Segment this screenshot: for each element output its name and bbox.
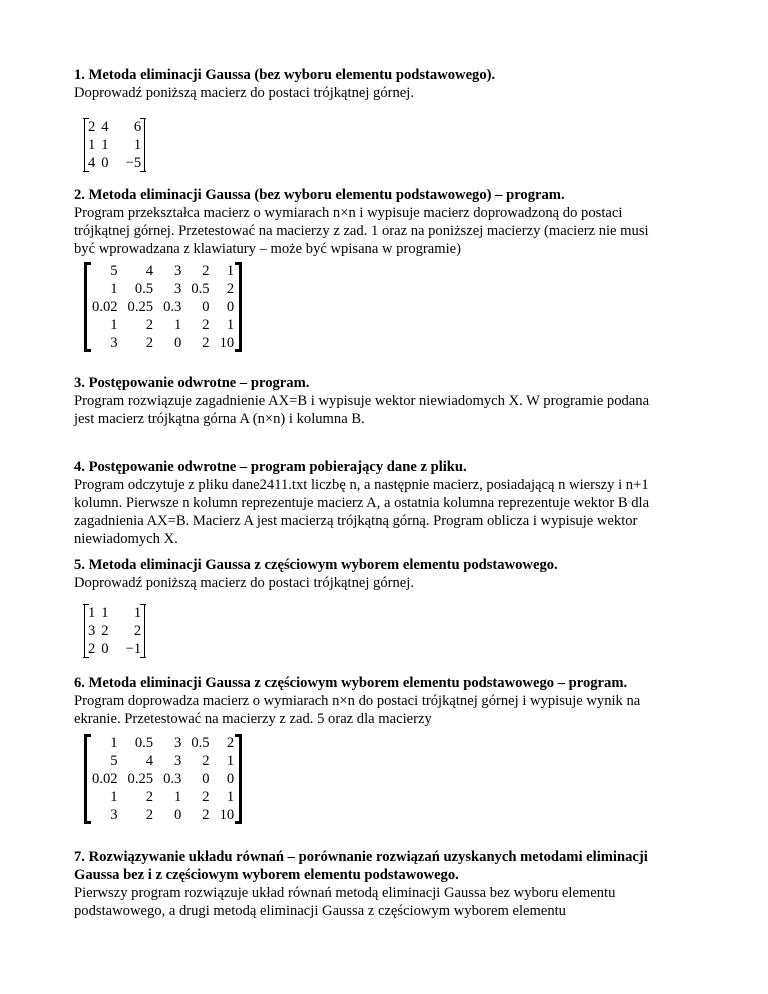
matrix-cell: 1 bbox=[226, 263, 235, 279]
matrix-cell: 5 bbox=[110, 753, 118, 769]
matrix-cell: 1 bbox=[101, 605, 109, 621]
matrix-cell: 2 bbox=[202, 317, 210, 333]
section-3 bbox=[74, 374, 694, 428]
matrix-cell: 4 bbox=[101, 119, 109, 135]
matrix-cell: 0 bbox=[226, 771, 235, 787]
matrix-cell: 2 bbox=[226, 281, 235, 297]
matrix-cell: 1 bbox=[226, 753, 235, 769]
matrix-cell: 0 bbox=[174, 807, 182, 823]
section-text: Doprowadź poniższą macierz do postaci trójkątnej górnej. bbox=[74, 85, 414, 101]
section-1 bbox=[74, 66, 694, 102]
matrix-cell: 4 bbox=[88, 155, 96, 171]
matrix-cell: 3 bbox=[174, 735, 182, 751]
matrix-cell: 0 bbox=[202, 299, 210, 315]
matrix-cell: 0.5 bbox=[191, 735, 210, 751]
matrix-table bbox=[87, 734, 239, 824]
matrix-cell: 0 bbox=[101, 155, 109, 171]
matrix-cell: 1 bbox=[133, 137, 142, 153]
matrix-cell: 2 bbox=[202, 335, 210, 351]
section-text: być wprowadzana z klawiatury – może być wpisana w programie) bbox=[74, 241, 461, 257]
section-text: Pierwszy program rozwiązuje układ równań metodą eliminacji Gaussa bez wyboru elementu bbox=[74, 885, 616, 901]
matrix-cell: 0.25 bbox=[127, 299, 154, 315]
matrix-cell: 2 bbox=[202, 263, 210, 279]
matrix-cell: 0.5 bbox=[191, 281, 210, 297]
matrix-cell: 1 bbox=[110, 789, 118, 805]
matrix-table bbox=[85, 604, 144, 658]
matrix-cell: 2 bbox=[145, 789, 154, 805]
matrix-cell: 4 bbox=[145, 263, 154, 279]
matrix-cell: 3 bbox=[88, 623, 96, 639]
section-text: Program rozwiązuje zagadnienie AX=B i wypisuje wektor niewiadomych X. W programie podana bbox=[74, 393, 650, 409]
matrix-cell: 1 bbox=[88, 605, 96, 621]
section-text: niewiadomych X. bbox=[74, 531, 178, 547]
section-text: Program doprowadza macierz o wymiarach n×n do postaci trójkątnej górnej i wypisuje wynik na bbox=[74, 693, 641, 709]
matrix-cell: 2 bbox=[133, 623, 142, 639]
section-title: 6. Metoda eliminacji Gaussa z częściowym wyborem elementu podstawowego – program. bbox=[74, 675, 628, 691]
matrix-cell: 2 bbox=[202, 753, 210, 769]
matrix-cell: 1 bbox=[88, 137, 96, 153]
section-title: 3. Postępowanie odwrotne – program. bbox=[74, 375, 310, 391]
matrix-cell: 2 bbox=[145, 807, 154, 823]
section-text: jest macierz trójkątna górna A (n×n) i kolumna B. bbox=[74, 411, 365, 427]
section-title: 4. Postępowanie odwrotne – program pobierający dane z pliku. bbox=[74, 459, 467, 475]
matrix-cell: 0 bbox=[101, 641, 109, 657]
matrix-cell: 3 bbox=[174, 263, 182, 279]
matrix-cell: 2 bbox=[88, 641, 96, 657]
section-5 bbox=[74, 556, 694, 592]
section-text: Program odczytuje z pliku dane2411.txt liczbę n, a następnie macierz, posiadającą n wierszy i n+1 bbox=[74, 477, 649, 493]
matrix-cell: −1 bbox=[125, 641, 142, 657]
section-2 bbox=[74, 186, 694, 258]
matrix-cell: −5 bbox=[125, 155, 142, 171]
matrix-cell: 2 bbox=[145, 335, 154, 351]
matrix-cell: 1 bbox=[226, 317, 235, 333]
matrix-cell: 0 bbox=[226, 299, 235, 315]
matrix-cell: 3 bbox=[110, 807, 118, 823]
matrix-2 bbox=[84, 262, 242, 352]
matrix-cell: 1 bbox=[133, 605, 142, 621]
matrix-cell: 2 bbox=[88, 119, 96, 135]
section-7 bbox=[74, 848, 694, 920]
matrix-cell: 0 bbox=[202, 771, 210, 787]
matrix-5 bbox=[84, 604, 145, 658]
matrix-6 bbox=[84, 734, 242, 824]
matrix-cell: 2 bbox=[101, 623, 109, 639]
matrix-cell: 1 bbox=[101, 137, 109, 153]
matrix-cell: 0.02 bbox=[92, 299, 118, 315]
section-title: 2. Metoda eliminacji Gaussa (bez wyboru elementu podstawowego) – program. bbox=[74, 187, 565, 203]
matrix-cell: 3 bbox=[174, 281, 182, 297]
matrix-1 bbox=[84, 118, 145, 172]
matrix-cell: 2 bbox=[145, 317, 154, 333]
section-4 bbox=[74, 458, 694, 548]
section-title: 5. Metoda eliminacji Gaussa z częściowym wyborem elementu podstawowego. bbox=[74, 557, 558, 573]
matrix-cell: 3 bbox=[110, 335, 118, 351]
matrix-cell: 1 bbox=[174, 317, 182, 333]
matrix-cell: 6 bbox=[133, 119, 142, 135]
matrix-cell: 0.02 bbox=[92, 771, 118, 787]
section-6 bbox=[74, 674, 694, 728]
section-text: trójkątnej górnej. Przetestować na macierzy z zad. 1 oraz na poniższej macierzy (macierz nie musi bbox=[74, 223, 649, 239]
matrix-table bbox=[87, 262, 239, 352]
matrix-cell: 10 bbox=[219, 335, 235, 351]
section-text: podstawowego, a drugi metodą eliminacji Gaussa z częściowym wyborem elementu bbox=[74, 903, 566, 919]
matrix-cell: 4 bbox=[145, 753, 154, 769]
matrix-cell: 2 bbox=[202, 807, 210, 823]
matrix-cell: 0.5 bbox=[134, 735, 154, 751]
section-text: Program przekształca macierz o wymiarach n×n i wypisuje macierz doprowadzoną do postaci bbox=[74, 205, 623, 221]
section-title: 7. Rozwiązywanie układu równań – porównanie rozwiązań uzyskanych metodami eliminacji bbox=[74, 849, 648, 865]
matrix-cell: 1 bbox=[110, 281, 118, 297]
matrix-cell: 5 bbox=[110, 263, 118, 279]
section-text: Doprowadź poniższą macierz do postaci trójkątnej górnej. bbox=[74, 575, 414, 591]
matrix-cell: 1 bbox=[174, 789, 182, 805]
matrix-cell: 0.25 bbox=[127, 771, 154, 787]
matrix-cell: 1 bbox=[110, 317, 118, 333]
section-text: kolumn. Pierwsze n kolumn reprezentuje macierz A, a ostatnia kolumna reprezentuje wektor B dla bbox=[74, 495, 650, 511]
matrix-cell: 1 bbox=[226, 789, 235, 805]
section-text: zagadnienia AX=B. Macierz A jest macierzą trójkątną górną. Program oblicza i wypisuje wektor bbox=[74, 513, 638, 529]
matrix-cell: 0 bbox=[174, 335, 182, 351]
matrix-table bbox=[85, 118, 144, 172]
matrix-cell: 3 bbox=[174, 753, 182, 769]
matrix-cell: 0.3 bbox=[163, 771, 182, 787]
section-text: ekranie. Przetestować na macierzy z zad. 5 oraz dla macierzy bbox=[74, 711, 432, 727]
matrix-cell: 0.3 bbox=[163, 299, 182, 315]
section-title-cont: Gaussa bez i z częściowym wyborem elementu podstawowego. bbox=[74, 867, 459, 883]
matrix-cell: 10 bbox=[219, 807, 235, 823]
section-title: 1. Metoda eliminacji Gaussa (bez wyboru elementu podstawowego). bbox=[74, 67, 496, 83]
matrix-cell: 2 bbox=[202, 789, 210, 805]
matrix-cell: 1 bbox=[110, 735, 118, 751]
matrix-cell: 2 bbox=[226, 735, 235, 751]
matrix-cell: 0.5 bbox=[134, 281, 154, 297]
